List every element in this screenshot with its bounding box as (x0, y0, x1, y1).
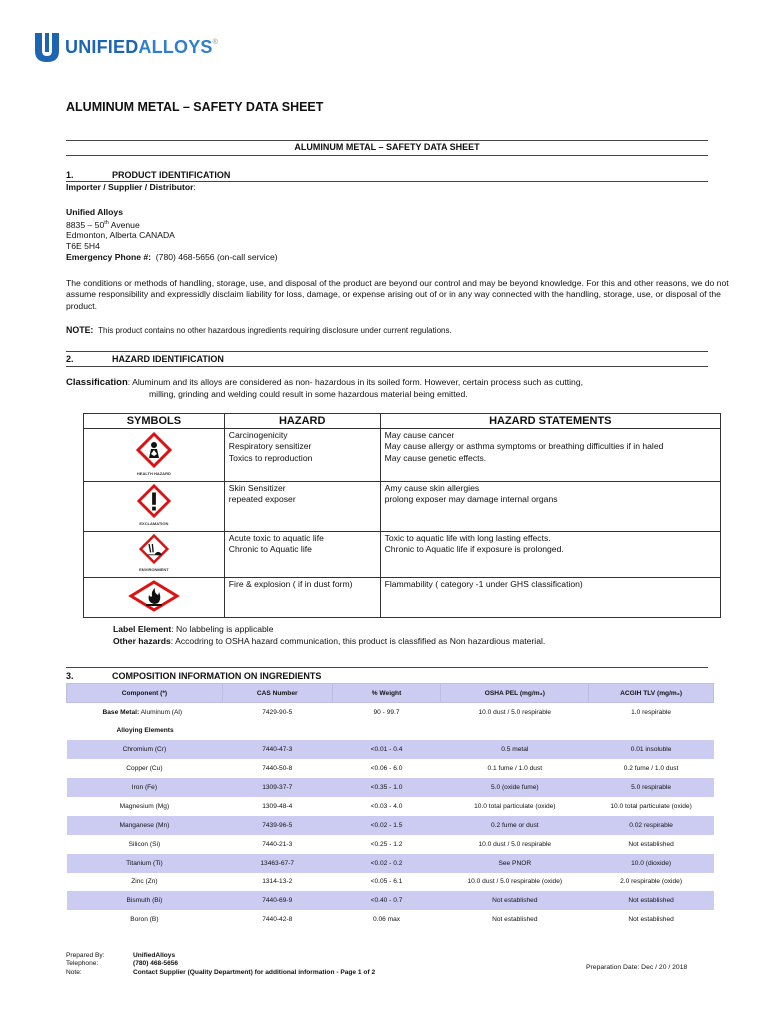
alloying-elements-label: Alloying Elements (116, 727, 174, 735)
header-cas-number: CAS Number (222, 684, 332, 703)
label-element-line: Label Element: No labbeling is applicable (113, 624, 274, 634)
hazard-cell: Carcinogenicity Respiratory sensitizer Toxics to reproduction (224, 429, 380, 482)
symbol-cell (84, 429, 225, 482)
importer-label: Importer / Supplier / Distributor: (66, 182, 196, 192)
cas-cell: 7439-96-5 (222, 816, 332, 835)
cas-cell: 7440-21-3 (262, 840, 293, 848)
acgih-cell: Not established (628, 840, 674, 848)
flame-icon (128, 580, 180, 615)
hazard-table (83, 413, 721, 618)
hazard-row (84, 482, 721, 532)
component-cell: Copper (Cu) (126, 765, 163, 773)
footer (66, 952, 375, 977)
registered-mark: ® (212, 38, 218, 46)
header-hazard: HAZARD (224, 414, 380, 429)
exclamation-label: EXCLAMATION (139, 521, 169, 527)
postal-code: T6E 5H4 (66, 241, 100, 251)
acgih-cell: 0.2 fume / 1.0 dust (623, 765, 679, 773)
unified-alloys-logo-icon (32, 30, 62, 64)
table-row (67, 778, 714, 797)
weight-cell: 90 - 99.7 (373, 708, 400, 716)
section-number: 1. (66, 170, 74, 180)
acgih-cell: 10.0 (dioxide) (589, 854, 714, 873)
weight-cell: <0.40 - 0.7 (332, 891, 441, 910)
acgih-cell: 1.0 respirable (631, 708, 672, 716)
symbol-cell (84, 531, 225, 577)
cas-cell: 7440-42-8 (262, 916, 293, 924)
hazard-cell: Acute toxic to aquatic life Chronic to Aquatic life (224, 531, 380, 577)
acgih-cell: Not established (628, 916, 674, 924)
weight-cell: <0.01 - 0.4 (332, 740, 441, 759)
address-line-1: 8835 – 50th Avenue (66, 219, 140, 230)
environment-label: ENVIRONMENT (139, 567, 169, 573)
hazard-row (84, 429, 721, 482)
other-hazards-line: Other hazards: Accodring to OSHA hazard communication, this product is classfified as Non hazardious material. (113, 636, 546, 646)
cas-cell: 1309-37-7 (222, 778, 332, 797)
hazard-table-header (84, 414, 721, 429)
preparation-date: Preparation Date: Dec / 20 / 2018 (586, 964, 688, 971)
cas-cell: 1309-48-4 (262, 802, 293, 810)
header-hazard-statements: HAZARD STATEMENTS (380, 414, 720, 429)
component-cell: Titanium (Ti) (67, 854, 223, 873)
osha-cell: 0.1 fume / 1.0 dust (487, 765, 543, 773)
divider (66, 366, 708, 367)
weight-cell: <0.02 - 0.2 (332, 854, 441, 873)
weight-cell: <0.06 - 6.0 (370, 765, 403, 773)
header-acgih-tlv: ACGIH TLV (mg/m₃) (589, 684, 714, 703)
section-title: COMPOSITION INFORMATION ON INGREDIENTS (112, 671, 322, 681)
composition-table (66, 683, 714, 929)
acgih-cell: Not established (589, 891, 714, 910)
table-row (67, 910, 714, 929)
emergency-phone: Emergency Phone #: (780) 468-5656 (on-call service) (66, 252, 278, 262)
component-cell: Zinc (Zn) (131, 878, 158, 886)
cas-cell: 7440-69-9 (222, 891, 332, 910)
divider (66, 667, 708, 668)
logo-text-alloys: ALLOYS (138, 36, 213, 57)
symbol-cell (84, 577, 225, 617)
divider (66, 140, 708, 141)
company-name: Unified Alloys (66, 207, 123, 217)
hazard-statement-cell: Flammability ( category -1 under GHS classification) (380, 577, 720, 617)
centered-sheet-title: ALUMINUM METAL – SAFETY DATA SHEET (294, 142, 480, 152)
hazard-statement-cell: Amy cause skin allergies prolong exposer may damage internal organs (380, 482, 720, 532)
hazard-row (84, 531, 721, 577)
weight-cell: <0.02 - 1.5 (332, 816, 441, 835)
table-row (67, 835, 714, 854)
component-cell: Bismuth (Bi) (67, 891, 223, 910)
weight-cell: 0.06 max (372, 916, 401, 924)
address-line-2: Edmonton, Alberta CANADA (66, 230, 175, 240)
cas-cell: 7429-90-5 (262, 708, 293, 716)
divider (66, 155, 708, 156)
table-row (67, 797, 714, 816)
osha-cell: See PNOR (441, 854, 589, 873)
section-3-heading (66, 671, 321, 681)
exclamation-icon (137, 484, 171, 526)
osha-cell: Not established (441, 891, 589, 910)
osha-cell: 10.0 dust / 5.0 respirable (478, 708, 552, 716)
osha-cell: 10.0 dust / 5.0 respirable (oxide) (467, 878, 563, 886)
section-title: PRODUCT IDENTIFICATION (112, 170, 231, 180)
component-cell: Iron (Fe) (67, 778, 223, 797)
acgih-cell: 0.02 respirable (589, 816, 714, 835)
weight-cell: <0.03 - 4.0 (370, 802, 403, 810)
section-number: 2. (66, 354, 74, 364)
hazard-statement-cell: May cause cancer May cause allergy or asthma symptoms or breathing difficulties if in haled May cause genetic effects. (380, 429, 720, 482)
osha-cell: 0.2 fume or dust (441, 816, 589, 835)
cas-cell: 7440-50-8 (262, 765, 293, 773)
acgih-cell: 5.0 respirable (589, 778, 714, 797)
footer-prepared-by: Prepared By: UnifiedAlloys (66, 952, 176, 959)
header-weight: % Weight (332, 684, 441, 703)
table-row (67, 891, 714, 910)
weight-cell: <0.05 - 6.1 (370, 878, 403, 886)
component-cell: Magnesium (Mg) (119, 802, 170, 810)
classification-line-2: milling, grinding and welding could result in some hazardous material being emitted. (149, 389, 468, 399)
disclaimer-paragraph: The conditions or methods of handling, storage, use, and disposal of the product are beyond our control and may be beyond knowledge. For this and other reasons, we do not assume responsibility and expressidly disclaim liability for loss, damage, or expense arising out of or in any way connected with the handling, storage, use, or disposal of the product. (66, 278, 729, 311)
hazard-cell: Fire & explosion ( if in dust form) (224, 577, 380, 617)
table-row (67, 740, 714, 759)
section-1-heading (66, 170, 230, 180)
cas-cell: 13463-67-7 (222, 854, 332, 873)
weight-cell: <0.25 - 1.2 (370, 840, 403, 848)
hazard-statement-cell: Toxic to aquatic life with long lasting effects. Chronic to Aquatic life if exposure is prolonged. (380, 531, 720, 577)
component-cell: Boron (B) (130, 916, 159, 924)
acgih-cell: 2.0 respirable (oxide) (620, 878, 683, 886)
health-hazard-icon (136, 432, 172, 476)
company-logo (32, 30, 218, 64)
section-title: HAZARD IDENTIFICATION (112, 354, 224, 364)
cas-cell: 1314-13-2 (262, 878, 293, 886)
logo-text-unified: UNIFIED (65, 36, 139, 57)
composition-rows (67, 740, 714, 929)
table-row (67, 873, 714, 892)
acgih-cell: 0.01 insoluble (589, 740, 714, 759)
header-component: Component (*) (67, 684, 223, 703)
table-row (67, 759, 714, 778)
health-hazard-label: HEALTH HAZARD (136, 471, 171, 476)
footer-note: Note: Contact Supplier (Quality Department) for additional information - Page 1 of 2 (66, 968, 376, 976)
weight-cell: <0.35 - 1.0 (332, 778, 441, 797)
alloying-elements-row (67, 721, 714, 740)
logo-wordmark (65, 37, 218, 58)
composition-header-row (67, 684, 714, 703)
section-number: 3. (66, 671, 74, 681)
header-symbols: SYMBOLS (84, 414, 225, 429)
hazard-cell: Skin Sensitizer repeated exposer (224, 482, 380, 532)
header-osha-pel: OSHA PEL (mg/m₃) (441, 684, 589, 703)
osha-cell: 0.5 metal (441, 740, 589, 759)
base-metal-cell: Base Metal: Aluminum (Al) (102, 708, 183, 716)
component-cell: Manganese (Mn) (67, 816, 223, 835)
osha-cell: 10.0 dust / 5.0 respirable (478, 840, 552, 848)
divider (66, 351, 708, 352)
note-line: NOTE: This product contains no other hazardous ingredients requiring disclosure under current regulations. (66, 325, 452, 335)
footer-telephone: Telephone: (780) 468-5656 (66, 960, 179, 968)
osha-cell: Not established (492, 916, 538, 924)
base-metal-row (67, 703, 714, 722)
acgih-cell: 10.0 total particulate (oxide) (610, 802, 692, 810)
environment-icon (138, 534, 170, 572)
table-row (67, 816, 714, 835)
classification-line-1: Classification: Aluminum and its alloys are considered as non- hazardous in its soiled form. However, certain process such as cutting, (66, 377, 583, 388)
osha-cell: 10.0 total particulate (oxide) (474, 802, 556, 810)
section-2-heading (66, 354, 224, 364)
osha-cell: 5.0 (oxide fume) (441, 778, 589, 797)
document-title: ALUMINUM METAL – SAFETY DATA SHEET (66, 100, 324, 114)
symbol-cell (84, 482, 225, 532)
table-row (67, 854, 714, 873)
component-cell: Chromium (Cr) (67, 740, 223, 759)
hazard-row (84, 577, 721, 617)
cas-cell: 7440-47-3 (222, 740, 332, 759)
component-cell: Silicon (Si) (128, 840, 161, 848)
